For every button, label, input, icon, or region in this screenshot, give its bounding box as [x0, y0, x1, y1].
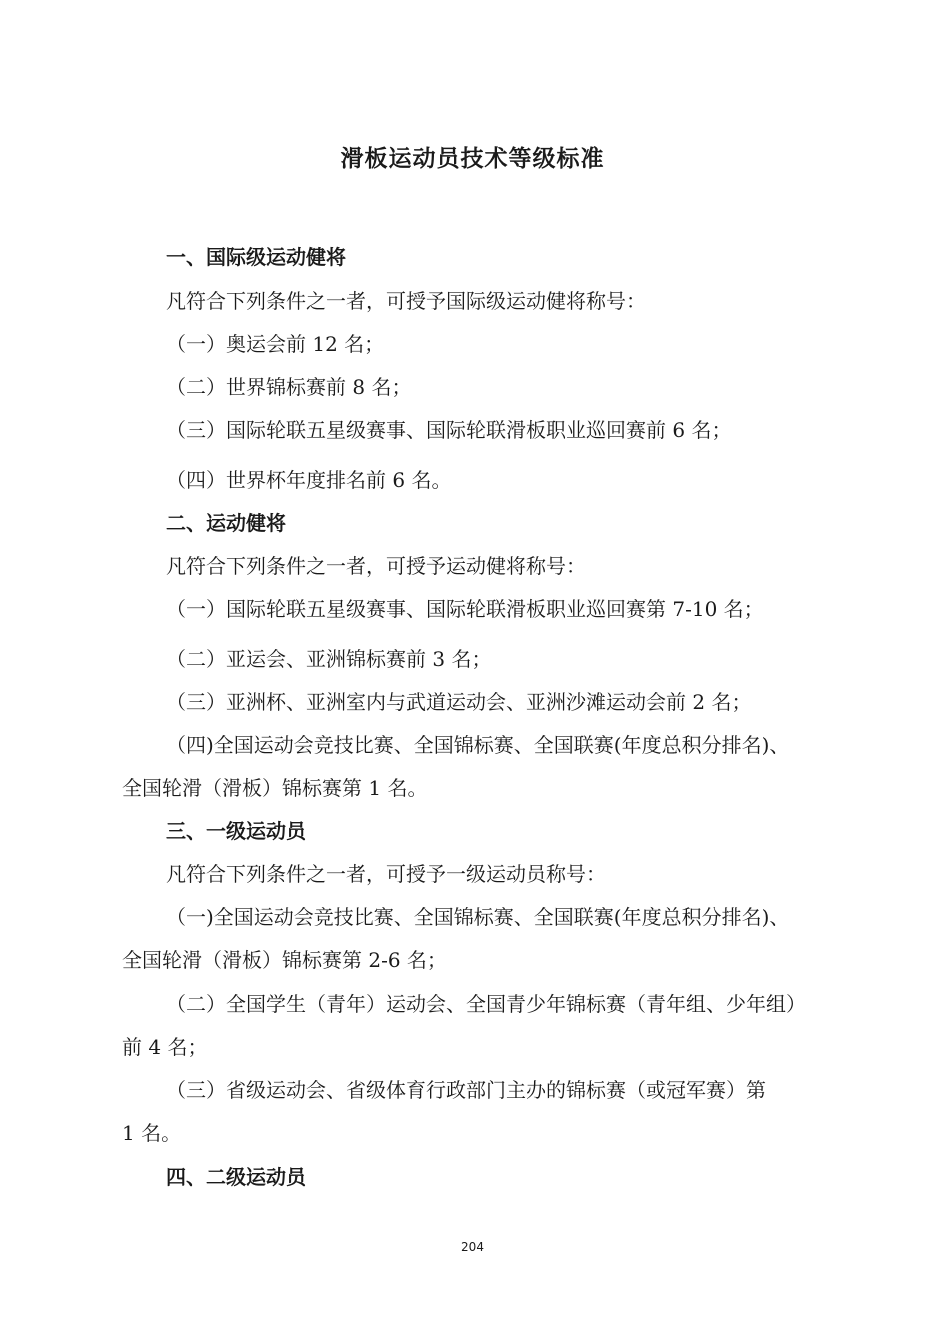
list-item-continuation: 1 名。 [122, 1121, 182, 1145]
list-item: （二）全国学生（青年）运动会、全国青少年锦标赛（青年组、少年组） [166, 992, 806, 1016]
list-item: （四）世界杯年度排名前 6 名。 [166, 468, 452, 492]
list-item: （三）省级运动会、省级体育行政部门主办的锦标赛（或冠军赛）第 [166, 1078, 766, 1102]
section-intro-2: 凡符合下列条件之一者，可授予运动健将称号： [166, 554, 586, 578]
list-item-continuation: 全国轮滑（滑板）锦标赛第 2-6 名； [122, 948, 447, 972]
list-item: （三）国际轮联五星级赛事、国际轮联滑板职业巡回赛前 6 名； [166, 418, 732, 442]
section-heading-3: 三、一级运动员 [166, 819, 306, 843]
page-title: 滑板运动员技术等级标准 [340, 146, 605, 172]
list-item: （一)全国运动会竞技比赛、全国锦标赛、全国联赛(年度总积分排名)、 [166, 905, 790, 929]
list-item: （四)全国运动会竞技比赛、全国锦标赛、全国联赛(年度总积分排名)、 [166, 733, 790, 757]
section-heading-1: 一、国际级运动健将 [166, 245, 346, 269]
list-item: （二）亚运会、亚洲锦标赛前 3 名； [166, 647, 492, 671]
section-intro-3: 凡符合下列条件之一者，可授予一级运动员称号： [166, 862, 606, 886]
section-heading-4: 四、二级运动员 [166, 1165, 306, 1189]
section-heading-2: 二、运动健将 [166, 511, 286, 535]
list-item: （一）国际轮联五星级赛事、国际轮联滑板职业巡回赛第 7-10 名； [166, 597, 764, 621]
list-item: （三）亚洲杯、亚洲室内与武道运动会、亚洲沙滩运动会前 2 名； [166, 690, 752, 714]
list-item: （一）奥运会前 12 名； [166, 332, 385, 356]
page-number: 204 [461, 1240, 484, 1254]
list-item: （二）世界锦标赛前 8 名； [166, 375, 412, 399]
list-item-continuation: 全国轮滑（滑板）锦标赛第 1 名。 [122, 776, 428, 800]
section-intro-1: 凡符合下列条件之一者，可授予国际级运动健将称号： [166, 289, 646, 313]
list-item-continuation: 前 4 名； [122, 1035, 208, 1059]
